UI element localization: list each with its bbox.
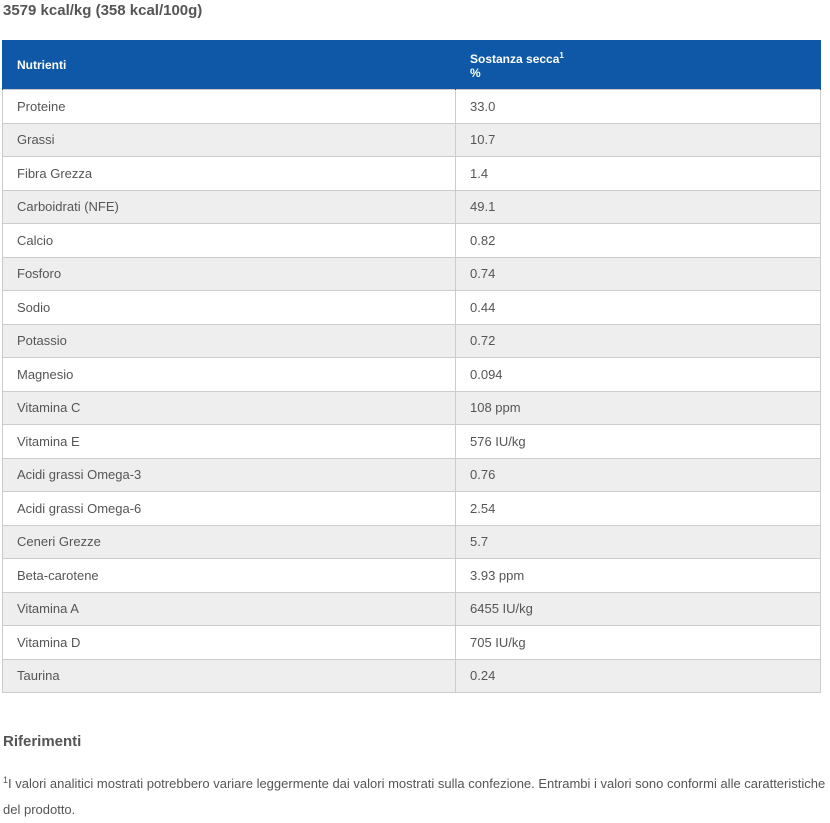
nutrient-name: Acidi grassi Omega-3: [3, 458, 456, 492]
energy-value: 3579 kcal/kg (358 kcal/100g): [3, 2, 203, 19]
nutrient-value: 0.24: [456, 659, 821, 693]
nutrient-name: Vitamina A: [3, 592, 456, 626]
nutrient-value: 0.74: [456, 257, 821, 291]
references-note: [3, 767, 828, 823]
table-body: [3, 90, 821, 693]
nutrient-name: Fosforo: [3, 257, 456, 291]
nutrient-value: 0.44: [456, 291, 821, 325]
table-row: [3, 224, 821, 258]
nutrient-name: Ceneri Grezze: [3, 525, 456, 559]
table-row: [3, 425, 821, 459]
nutrient-value: 49.1: [456, 190, 821, 224]
nutrient-value: 0.76: [456, 458, 821, 492]
nutrient-name: Vitamina D: [3, 626, 456, 660]
header-unit: %: [470, 66, 481, 80]
nutrient-name: Acidi grassi Omega-6: [3, 492, 456, 526]
table-row: [3, 358, 821, 392]
header-footnote-marker: 1: [559, 51, 564, 60]
nutrient-table: [2, 40, 821, 693]
nutrient-name: Sodio: [3, 291, 456, 325]
references-footnote-marker: 1: [3, 775, 9, 785]
table-row: [3, 90, 821, 124]
table-row: [3, 190, 821, 224]
nutrient-value: 1.4: [456, 157, 821, 191]
nutrient-value: 108 ppm: [456, 391, 821, 425]
header-nutrient: Nutrienti: [3, 40, 456, 90]
table-row: [3, 324, 821, 358]
nutrient-value: 705 IU/kg: [456, 626, 821, 660]
nutrient-value: 6455 IU/kg: [456, 592, 821, 626]
nutrient-value: 576 IU/kg: [456, 425, 821, 459]
nutrient-name: Vitamina C: [3, 391, 456, 425]
table-row: [3, 123, 821, 157]
nutrient-value: 33.0: [456, 90, 821, 124]
table-row: [3, 559, 821, 593]
table-row: [3, 525, 821, 559]
table-header-row: [3, 40, 821, 90]
nutrient-value: 0.82: [456, 224, 821, 258]
nutrient-value: 0.72: [456, 324, 821, 358]
header-dry-matter: [456, 40, 821, 90]
table-row: [3, 157, 821, 191]
nutrient-name: Vitamina E: [3, 425, 456, 459]
nutrient-name: Proteine: [3, 90, 456, 124]
table-row: [3, 257, 821, 291]
nutrient-name: Calcio: [3, 224, 456, 258]
nutrient-value: 5.7: [456, 525, 821, 559]
table-row: [3, 458, 821, 492]
nutrient-name: Magnesio: [3, 358, 456, 392]
table-row: [3, 291, 821, 325]
table-row: [3, 659, 821, 693]
nutrient-name: Potassio: [3, 324, 456, 358]
nutrient-value: 3.93 ppm: [456, 559, 821, 593]
table-row: [3, 626, 821, 660]
references-title: Riferimenti: [3, 733, 82, 750]
table-row: [3, 492, 821, 526]
nutrient-value: 2.54: [456, 492, 821, 526]
header-dry-matter-label: Sostanza secca: [470, 52, 560, 66]
table-row: [3, 391, 821, 425]
nutrient-name: Fibra Grezza: [3, 157, 456, 191]
nutrient-name: Taurina: [3, 659, 456, 693]
nutrient-value: 10.7: [456, 123, 821, 157]
nutrient-value: 0.094: [456, 358, 821, 392]
nutrient-name: Grassi: [3, 123, 456, 157]
nutrient-name: Carboidrati (NFE): [3, 190, 456, 224]
references-note-text: I valori analitici mostrati potrebbero variare leggermente dai valori mostrati sulla confezione. Entrambi i valori sono conformi alle caratteristiche del prodotto.: [3, 776, 826, 817]
nutrient-name: Beta-carotene: [3, 559, 456, 593]
table-row: [3, 592, 821, 626]
